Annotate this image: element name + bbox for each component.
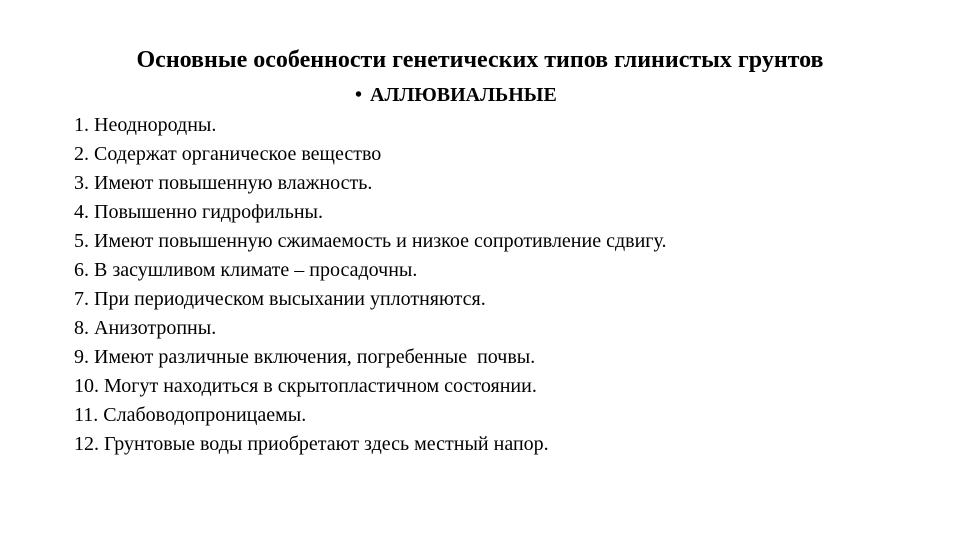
list-item: 9. Имеют различные включения, погребенные почвы. bbox=[74, 346, 536, 368]
list-item: 11. Слабоводопроницаемы. bbox=[74, 404, 307, 426]
slide-title: Основные особенности генетических типов глинистых грунтов bbox=[136, 47, 824, 73]
features-list bbox=[74, 111, 666, 459]
list-item: 4. Повышенно гидрофильны. bbox=[74, 201, 323, 223]
list-item: 10. Могут находиться в скрытопластичном состоянии. bbox=[74, 375, 537, 397]
list-item: 7. При периодическом высыхании уплотняются. bbox=[74, 288, 486, 310]
list-item: 1. Неоднородны. bbox=[74, 114, 217, 136]
list-item: 6. В засушливом климате – просадочны. bbox=[74, 259, 418, 281]
subtitle-text: АЛЛЮВИАЛЬНЫЕ bbox=[370, 84, 557, 106]
slide-subtitle bbox=[355, 81, 557, 109]
list-item: 2. Содержат органическое вещество bbox=[74, 143, 382, 165]
list-item: 12. Грунтовые воды приобретают здесь местный напор. bbox=[74, 433, 549, 455]
bullet-icon: • bbox=[355, 84, 363, 106]
list-item: 3. Имеют повышенную влажность. bbox=[74, 172, 373, 194]
list-item: 8. Анизотропны. bbox=[74, 317, 217, 339]
list-item: 5. Имеют повышенную сжимаемость и низкое сопротивление сдвигу. bbox=[74, 230, 667, 252]
